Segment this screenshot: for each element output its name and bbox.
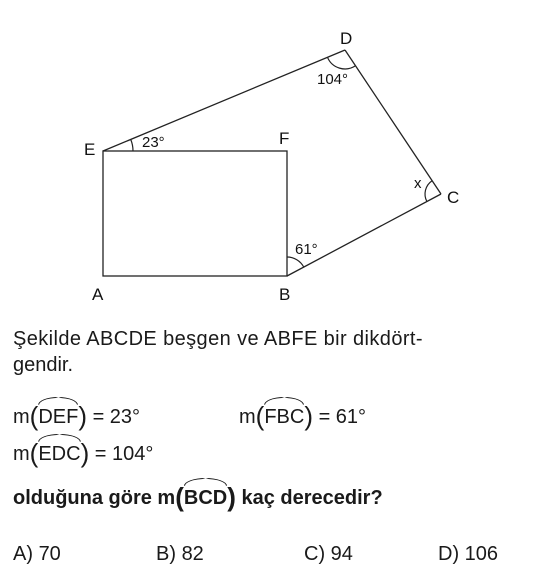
given-angle-edc: m(EDC) = 104° <box>13 438 154 468</box>
angle-arc-bcd: BCD <box>184 482 227 511</box>
angle-arc-edc: EDC <box>38 438 80 467</box>
label-point-d: D <box>340 29 353 48</box>
given-prefix: m <box>13 443 30 465</box>
choice-value: 70 <box>38 543 61 565</box>
given-value: = 23° <box>87 406 141 428</box>
choice-letter: C) <box>304 543 326 565</box>
choice-letter: B) <box>156 543 176 565</box>
choice-a[interactable] <box>13 543 61 566</box>
choice-b[interactable] <box>156 543 204 566</box>
rectangle-abfe <box>103 151 287 276</box>
label-angle-bcd: x <box>414 175 422 192</box>
angle-arc-fbc: FBC <box>264 401 304 430</box>
label-angle-fbc: 61° <box>295 241 318 258</box>
arc-angle-fbc <box>287 257 304 267</box>
arc-angle-bcd <box>425 181 432 202</box>
problem-statement <box>13 326 526 378</box>
choice-d[interactable] <box>438 543 498 566</box>
choice-value: 82 <box>181 543 204 565</box>
question-before: olduğuna göre m <box>13 487 176 509</box>
angle-arc-def: DEF <box>38 401 78 430</box>
answer-choices <box>13 543 533 571</box>
given-angle-def: m(DEF) = 23° <box>13 401 141 431</box>
choice-letter: A) <box>13 543 33 565</box>
given-prefix: m <box>13 406 30 428</box>
given-angle-fbc: m(FBC) = 61° <box>239 401 367 431</box>
label-angle-def: 23° <box>142 134 165 151</box>
label-point-f: F <box>279 129 290 148</box>
given-value: = 61° <box>313 406 367 428</box>
choice-value: 106 <box>464 543 499 565</box>
statement-line-2: gendir. <box>13 354 74 376</box>
label-point-a: A <box>92 285 104 304</box>
side-cb <box>287 194 441 276</box>
statement-line-1: Şekilde ABCDE beşgen ve ABFE bir dikdört- <box>13 328 423 350</box>
label-angle-edc: 104° <box>317 71 349 88</box>
label-point-b: B <box>279 285 291 304</box>
arc-angle-def <box>131 139 133 151</box>
question-prompt: olduğuna göre m(BCD) kaç derecedir? <box>13 482 383 512</box>
choice-value: 94 <box>330 543 353 565</box>
given-prefix: m <box>239 406 256 428</box>
side-ed <box>103 50 345 151</box>
label-point-c: C <box>447 188 460 207</box>
given-value: = 104° <box>89 443 154 465</box>
choice-letter: D) <box>438 543 460 565</box>
choice-c[interactable] <box>304 543 353 566</box>
label-point-e: E <box>84 140 96 159</box>
question-after: kaç derecedir? <box>235 487 383 509</box>
side-dc <box>345 50 441 194</box>
